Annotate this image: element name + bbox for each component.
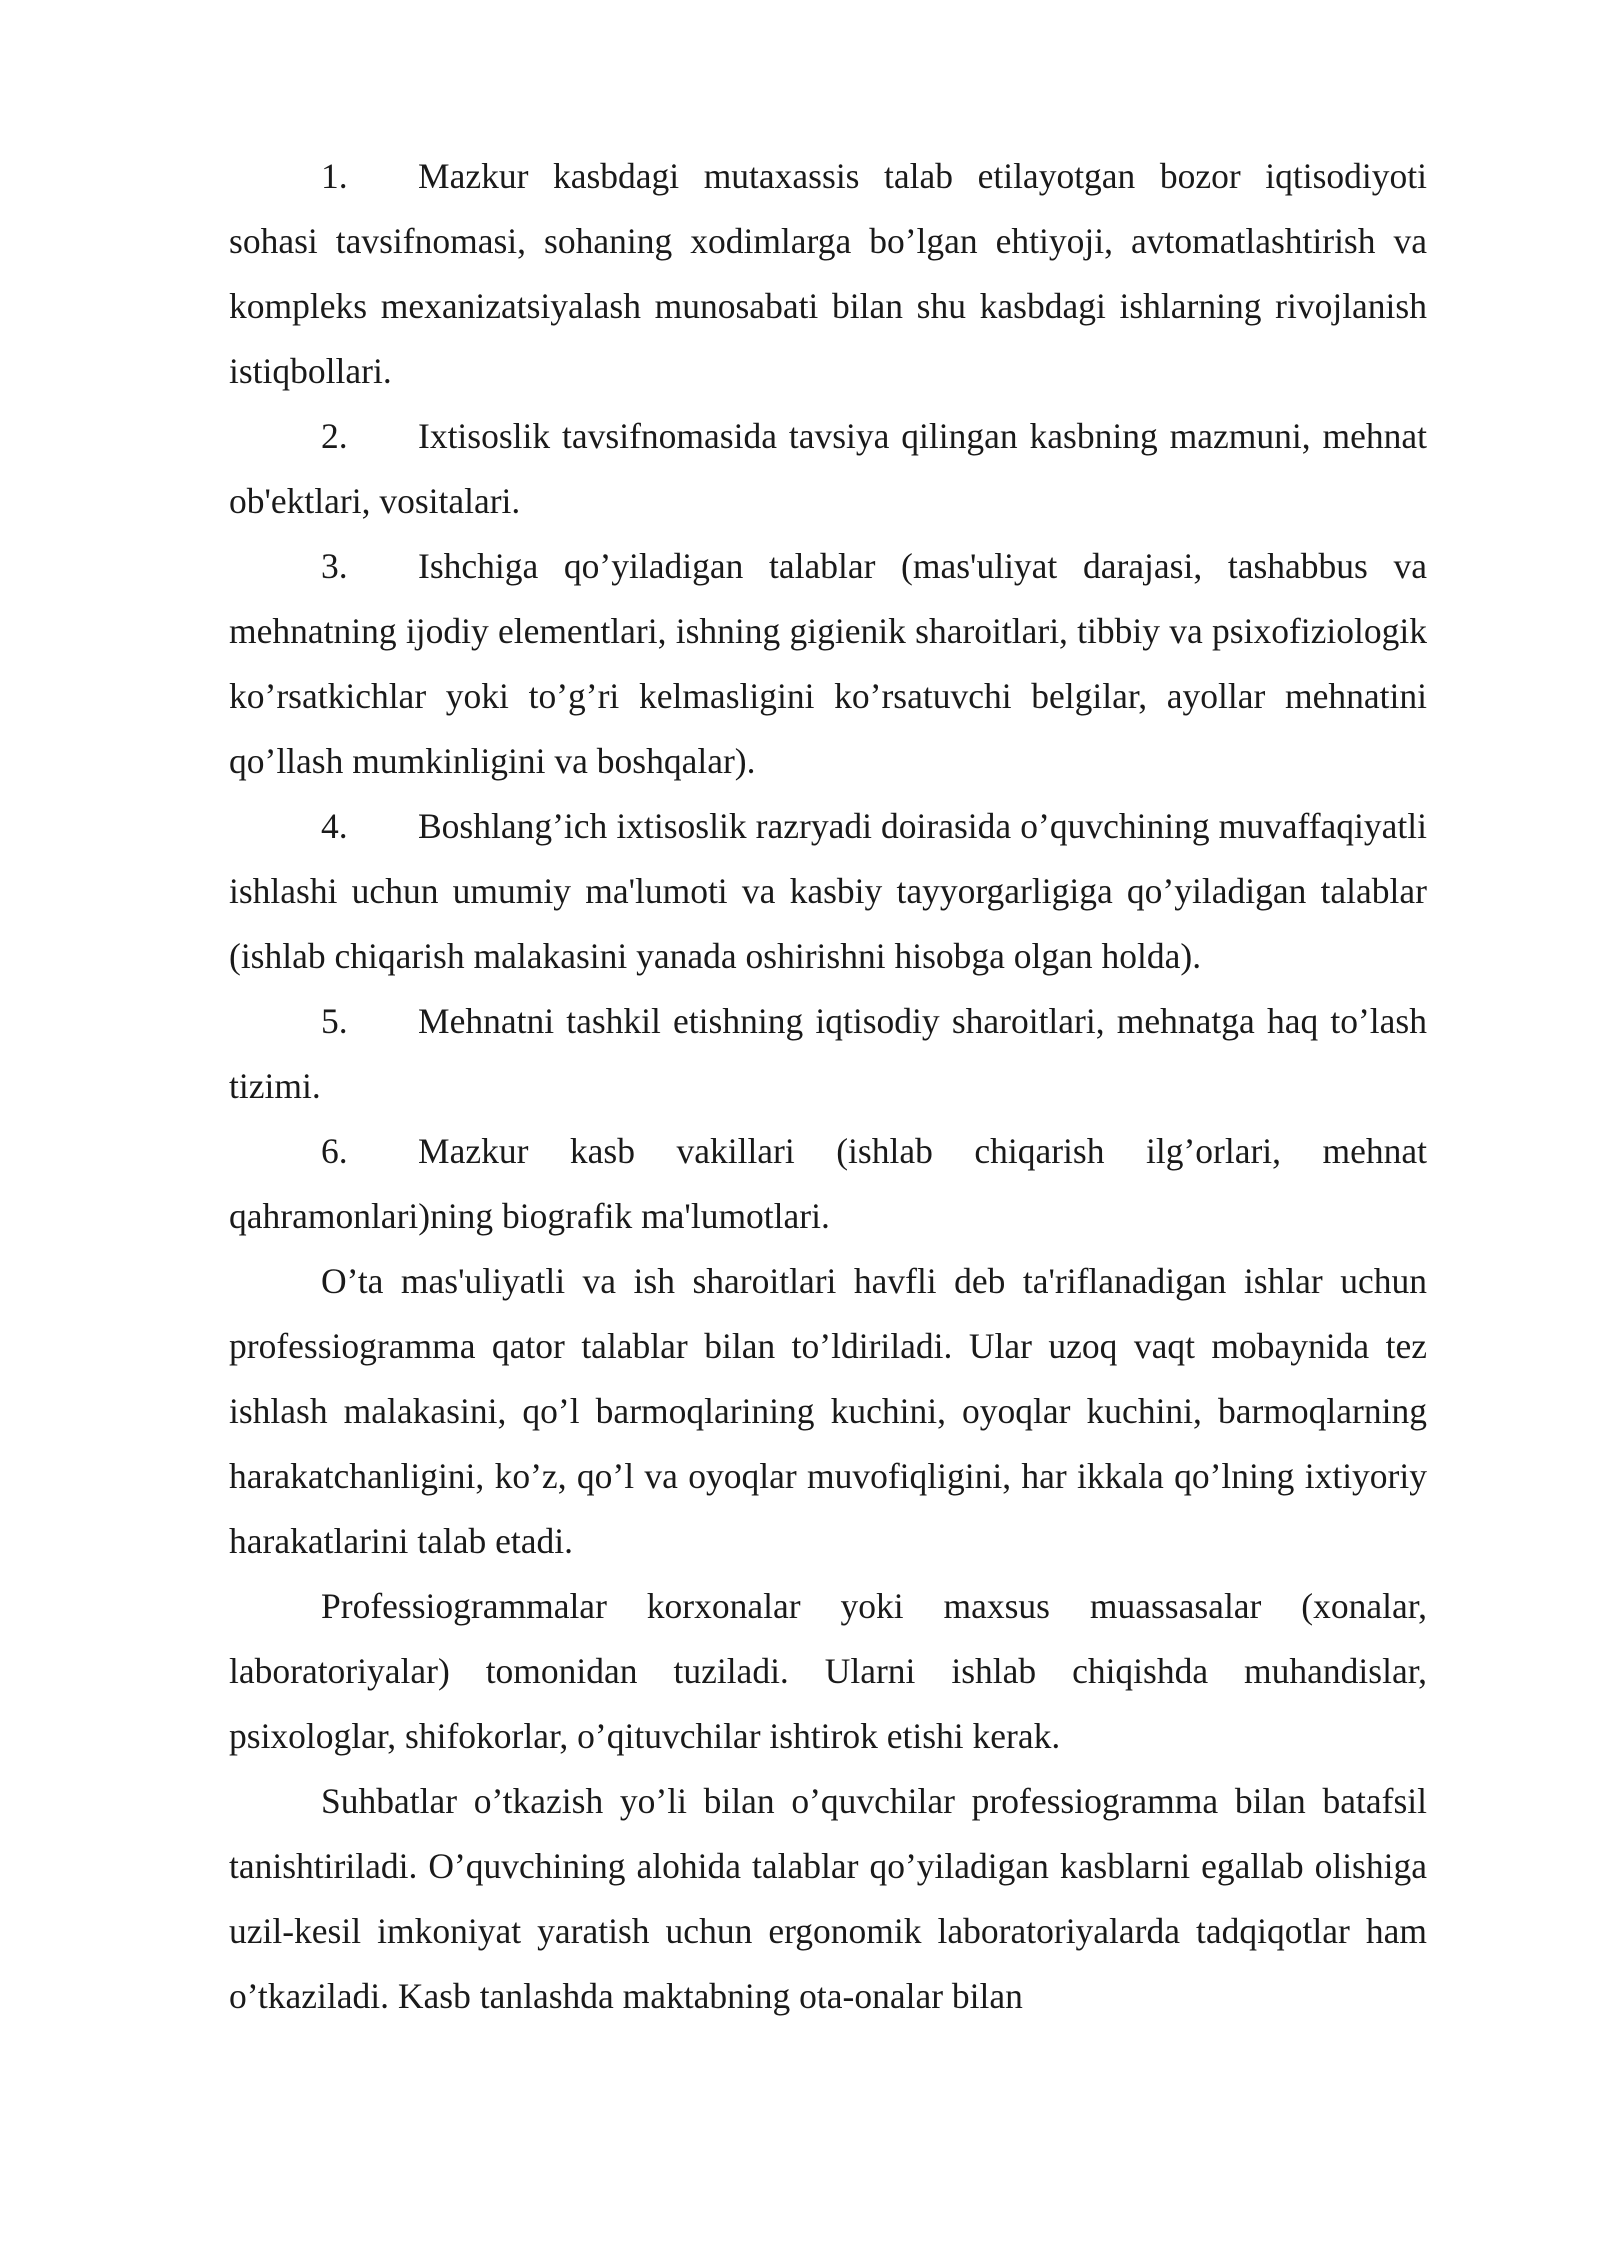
body-paragraph-2: Professiogrammalar korxonalar yoki maxsus muassasalar (xonalar, laboratoriyalar) tomonidan tuziladi. Ularni ishlab chiqishda muhandislar, psixologlar, shifokorlar, o’qituvchilar ishtirok etishi kerak. <box>229 1586 1427 1756</box>
item-number: 6. <box>321 1131 348 1171</box>
body-paragraph-3: Suhbatlar o’tkazish yo’li bilan o’quvchilar professiogramma bilan batafsil tanishtiriladi. O’quvchining alohida talablar qo’yiladigan kasblarni egallab olishiga uzil-kesil imkoniyat yaratish uchun ergonomik laboratoriyalarda tadqiqotlar ham o’tkaziladi. Kasb tanlashda maktabning ota-onalar bilan <box>229 1781 1427 2016</box>
item-text: Ishchiga qo’yiladigan talablar (mas'uliyat darajasi, tashabbus va mehnatning ijodiy elementlari, ishning gigienik sharoitlari, tibbiy va psixofiziologik ko’rsatkichlar yoki to’g’ri kelmasligini ko’rsatuvchi belgilar, ayollar mehnatini qo’llash mumkinligini va boshqalar). <box>229 546 1427 781</box>
numbered-item-1 <box>229 144 1427 404</box>
numbered-item-6 <box>229 1119 1427 1249</box>
body-paragraph-1: O’ta mas'uliyatli va ish sharoitlari havfli deb ta'riflanadigan ishlar uchun professiogramma qator talablar bilan to’ldiriladi. Ular uzoq vaqt mobaynida tez ishlash malakasini, qo’l barmoqlarining kuchini, oyoqlar kuchini, barmoqlarning harakatchanligini, ko’z, qo’l va oyoqlar muvofiqligini, har ikkala qo’lning ixtiyoriy harakatlarini talab etadi. <box>229 1261 1427 1561</box>
item-text: Ixtisoslik tavsifnomasida tavsiya qilingan kasbning mazmuni, mehnat ob'ektlari, vositalari. <box>229 416 1427 521</box>
numbered-item-2 <box>229 404 1427 534</box>
item-text: Mehnatni tashkil etishning iqtisodiy sharoitlari, mehnatga haq to’lash tizimi. <box>229 1001 1427 1106</box>
document-body <box>229 144 1427 2029</box>
item-number: 5. <box>321 1001 348 1041</box>
numbered-item-3 <box>229 534 1427 794</box>
item-text: Mazkur kasbdagi mutaxassis talab etilayotgan bozor iqtisodiyoti sohasi tavsifnomasi, sohaning xodimlarga bo’lgan ehtiyoji, avtomatlashtirish va kompleks mexanizatsiyalash munosabati bilan shu kasbdagi ishlarning rivojlanish istiqbollari. <box>229 156 1427 391</box>
item-number: 4. <box>321 806 348 846</box>
item-number: 3. <box>321 546 348 586</box>
item-text: Boshlang’ich ixtisoslik razryadi doirasida o’quvchining muvaffaqiyatli ishlashi uchun umumiy ma'lumoti va kasbiy tayyorgarligiga qo’yiladigan talablar (ishlab chiqarish malakasini yanada oshirishni hisobga olgan holda). <box>229 806 1427 976</box>
item-number: 1. <box>321 156 348 196</box>
item-number: 2. <box>321 416 348 456</box>
item-text: Mazkur kasb vakillari (ishlab chiqarish ilg’orlari, mehnat qahramonlari)ning biografik ma'lumotlari. <box>229 1131 1427 1236</box>
numbered-item-4 <box>229 794 1427 989</box>
numbered-item-5 <box>229 989 1427 1119</box>
